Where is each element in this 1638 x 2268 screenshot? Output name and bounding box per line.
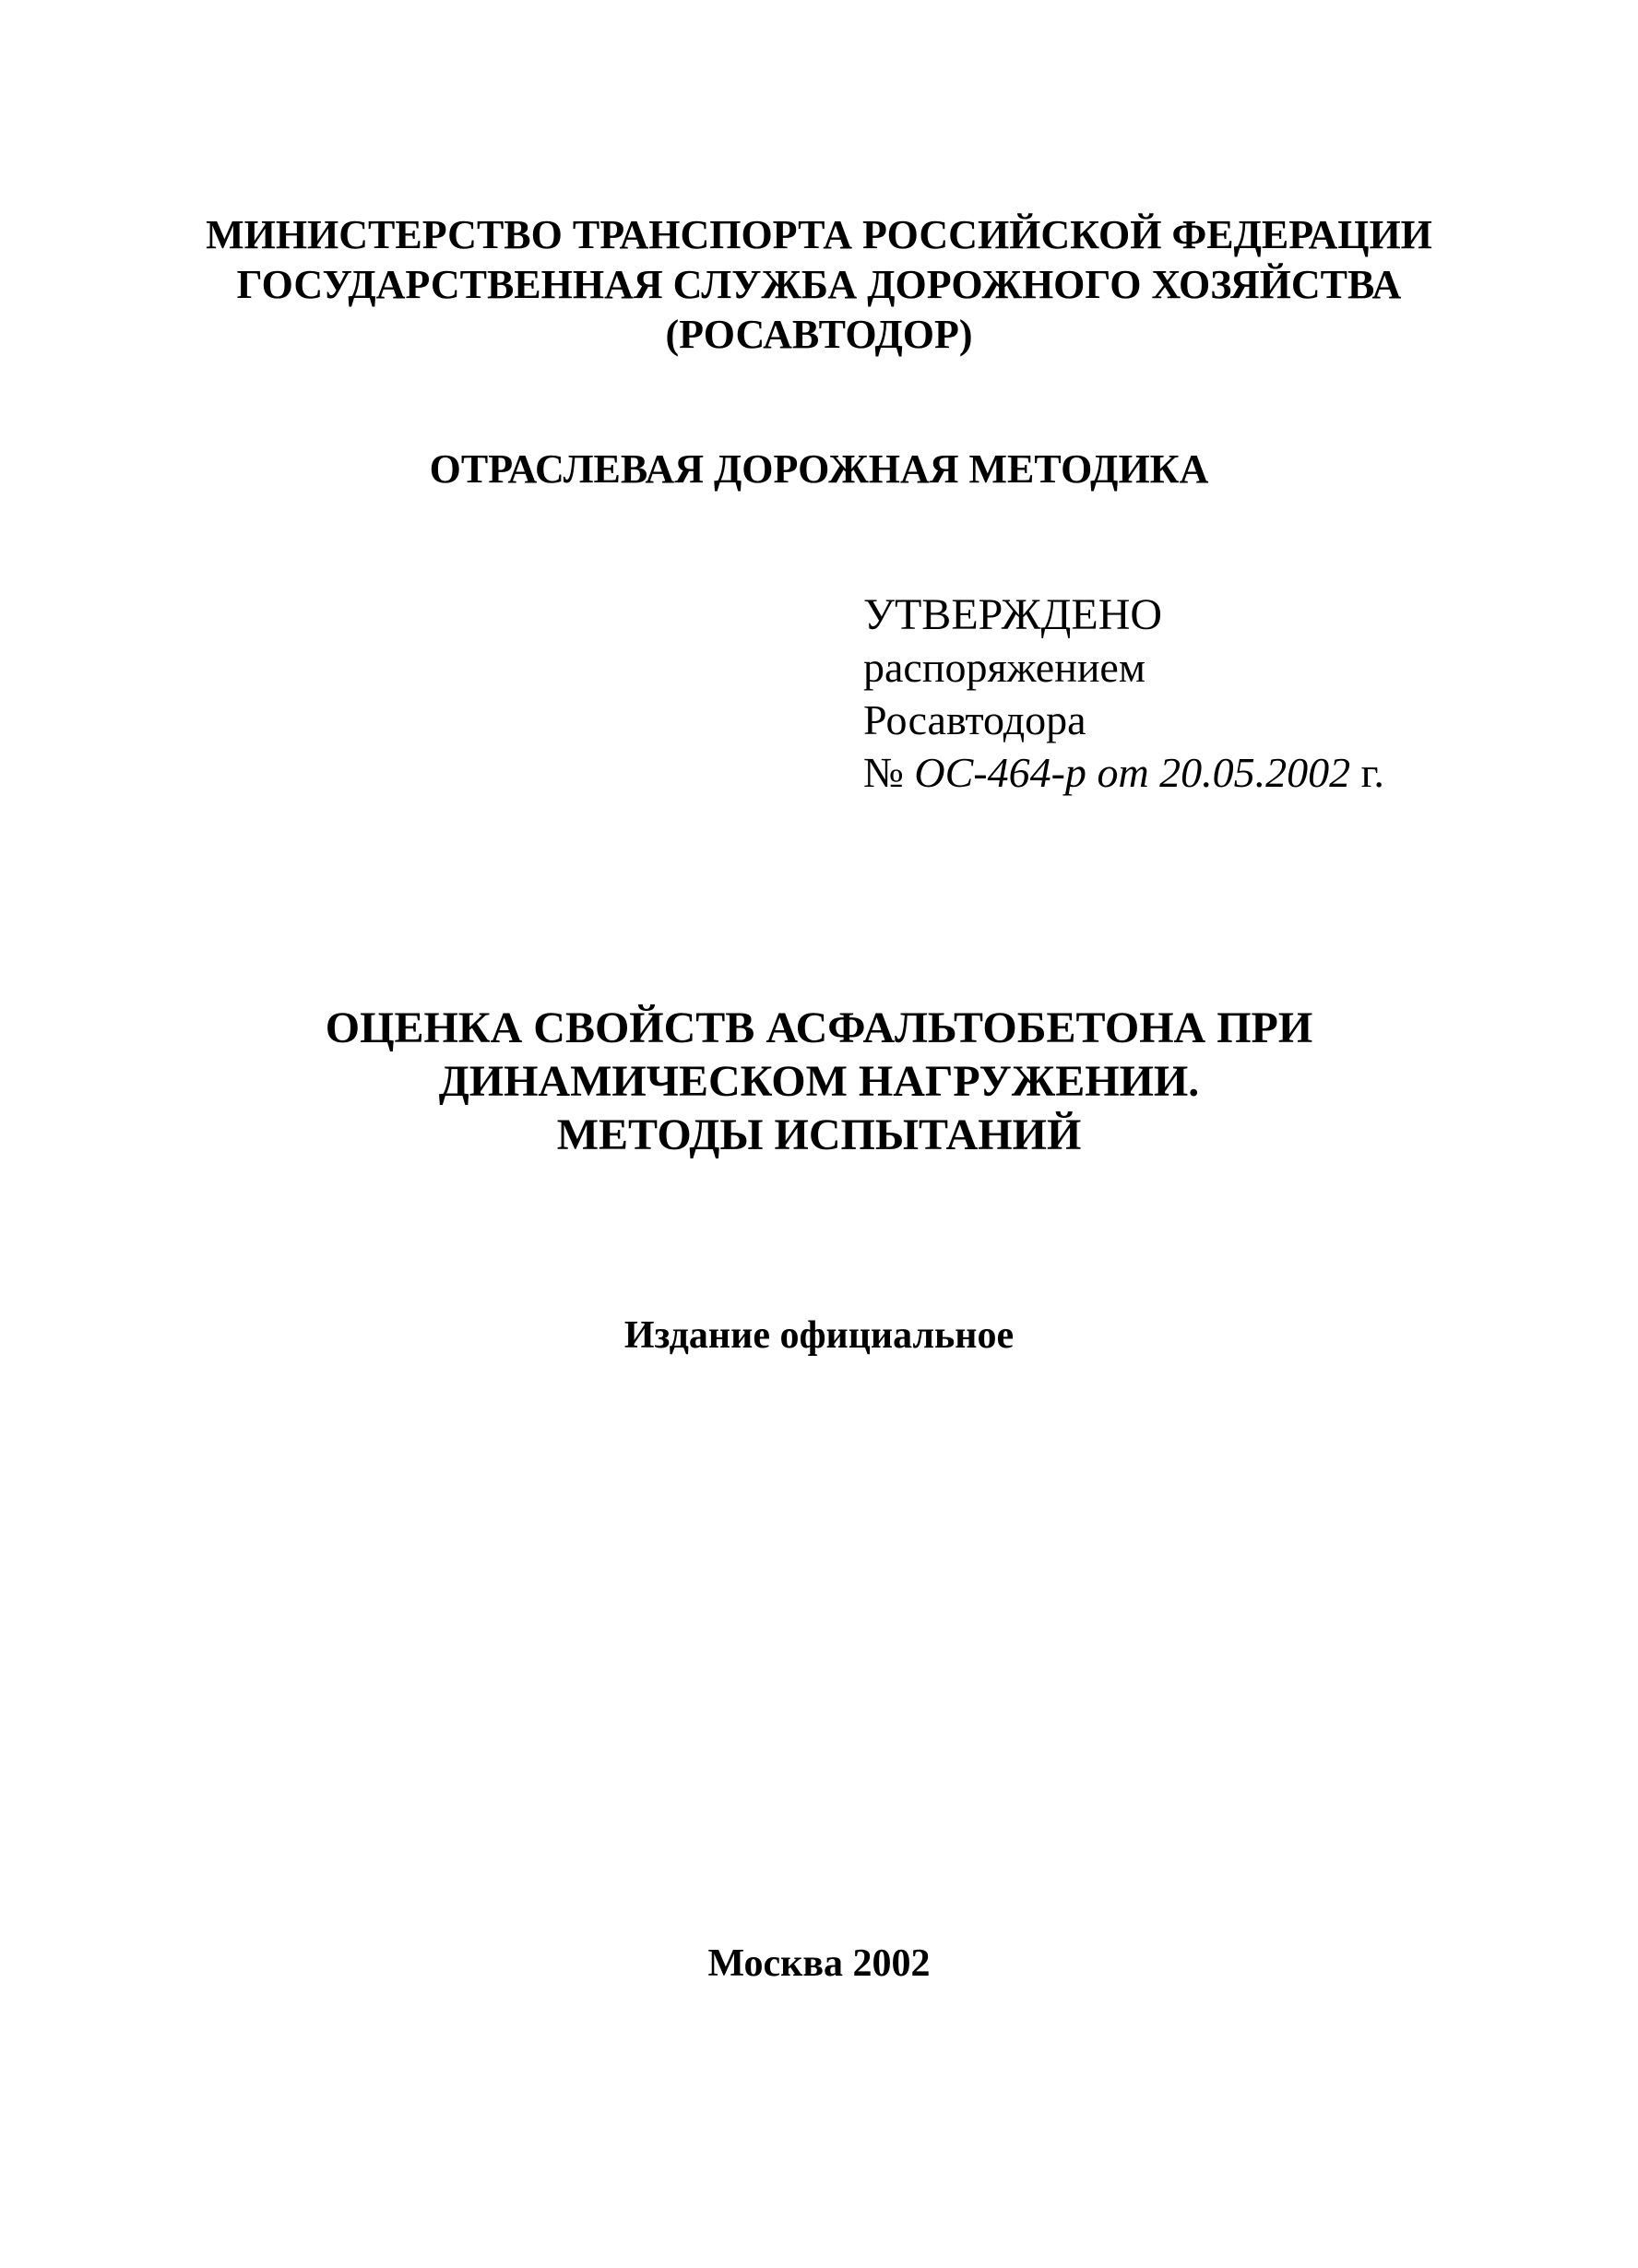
approval-block bbox=[863, 588, 1384, 799]
edition-note bbox=[0, 1312, 1638, 1360]
edition-text: Издание официальное bbox=[623, 1314, 1015, 1357]
document-title bbox=[0, 1002, 1638, 1162]
ministry-header bbox=[0, 210, 1638, 360]
imprint bbox=[0, 1940, 1638, 1988]
approval-from-word: от bbox=[1097, 749, 1149, 796]
ministry-line-3: (РОСАВТОДОР) bbox=[665, 312, 973, 357]
approval-number: ОС-464-р bbox=[914, 749, 1086, 796]
approval-year-suffix: г. bbox=[1360, 749, 1384, 796]
title-line-2: ДИНАМИЧЕСКОМ НАГРУЖЕНИИ. bbox=[438, 1057, 1200, 1106]
approval-number-prefix: № bbox=[863, 749, 904, 796]
ministry-line-2: ГОСУДАРСТВЕННАЯ СЛУЖБА ДОРОЖНОГО ХОЗЯЙСТВА bbox=[236, 262, 1402, 307]
document-type bbox=[0, 445, 1638, 494]
document-type-text: ОТРАСЛЕВАЯ ДОРОЖНАЯ МЕТОДИКА bbox=[429, 446, 1209, 492]
approval-number-line bbox=[863, 746, 1384, 799]
approval-by-order: распоряжением bbox=[863, 644, 1145, 691]
ministry-line-1: МИНИСТЕРСТВО ТРАНСПОРТА РОССИЙСКОЙ ФЕДЕРАЦИИ bbox=[206, 212, 1432, 257]
title-line-1: ОЦЕНКА СВОЙСТВ АСФАЛЬТОБЕТОНА ПРИ bbox=[325, 1003, 1313, 1052]
approval-authority: Росавтодора bbox=[863, 696, 1086, 743]
imprint-text: Москва 2002 bbox=[707, 1942, 931, 1985]
approval-date: 20.05.2002 bbox=[1159, 749, 1351, 796]
title-line-3: МЕТОДЫ ИСПЫТАНИЙ bbox=[556, 1110, 1082, 1159]
approval-approved: УТВЕРЖДЕНО bbox=[863, 590, 1163, 639]
